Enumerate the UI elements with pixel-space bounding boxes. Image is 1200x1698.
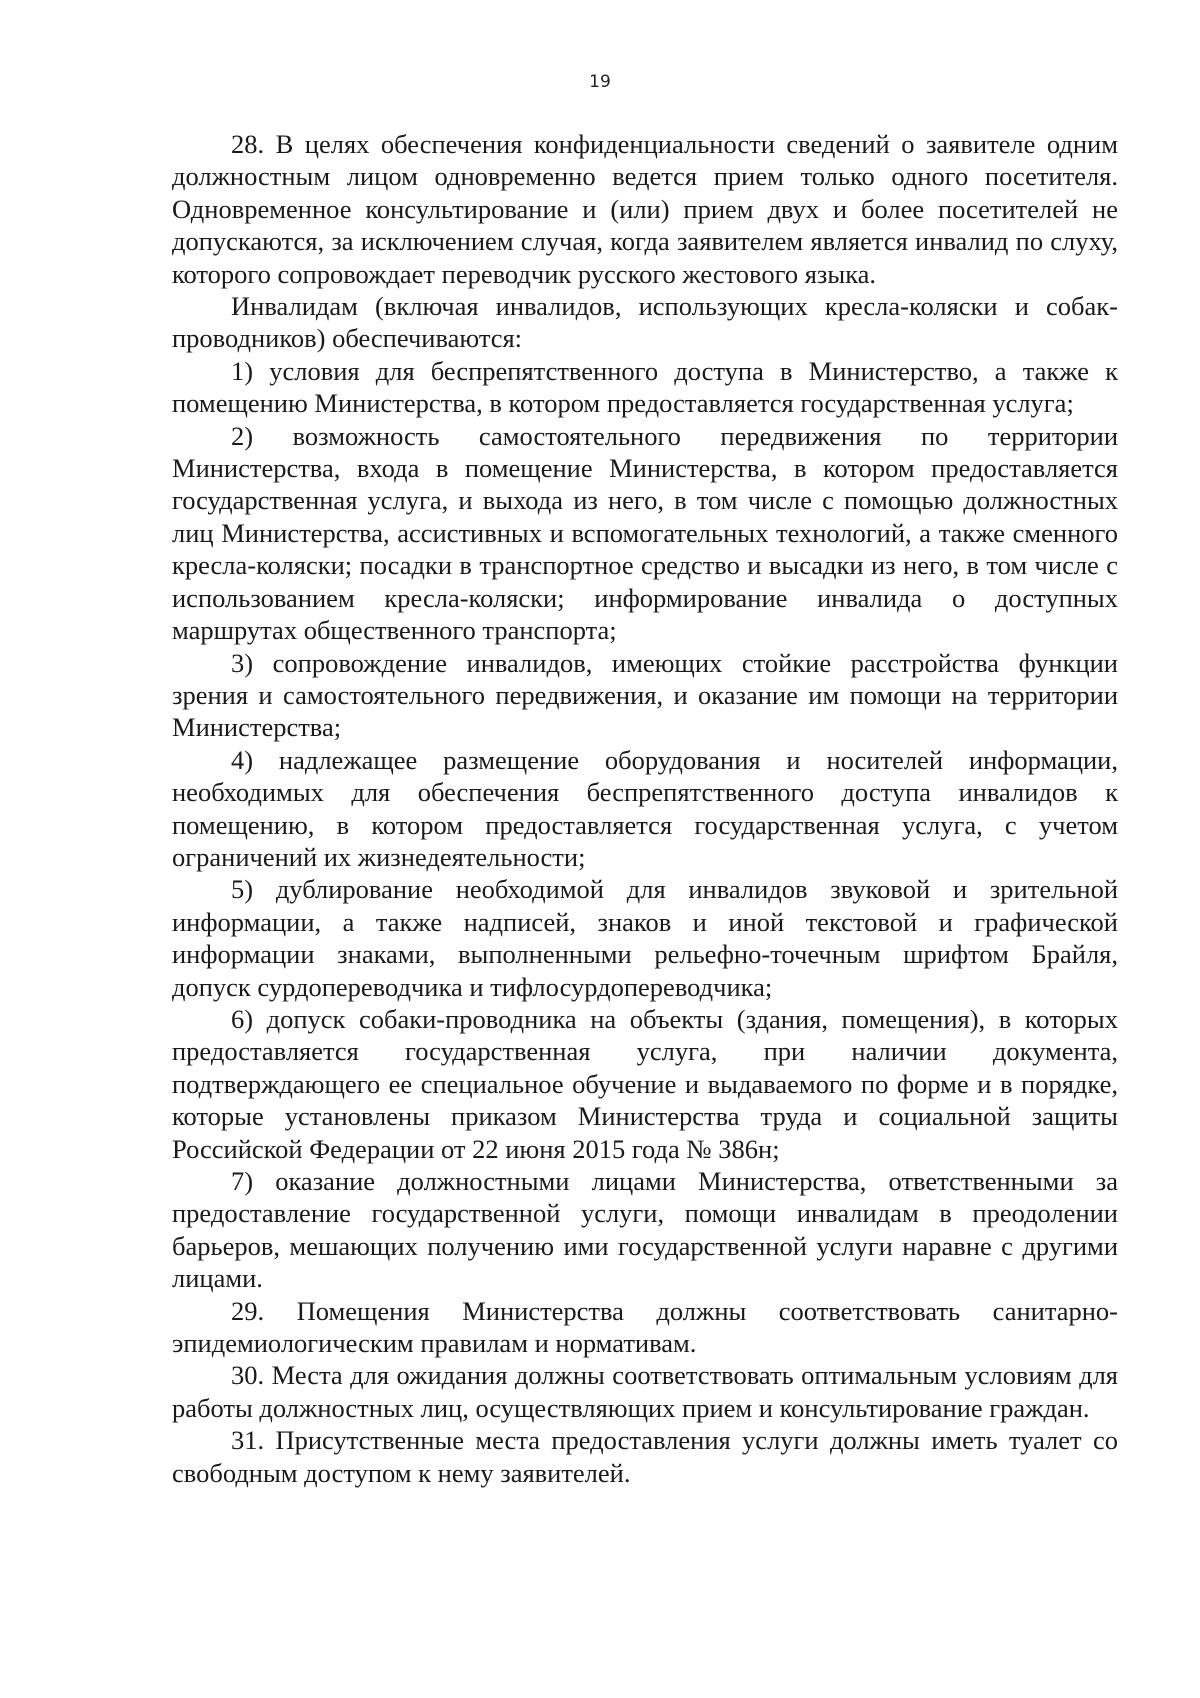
paragraph-29: 29. Помещения Министерства должны соответствовать санитарно-эпидемиологическим правилам и нормативам.	[172, 1295, 1118, 1359]
list-item-3: 3) сопровождение инвалидов, имеющих стойкие расстройства функции зрения и самостоятельного передвижения, и оказание им помощи на территории Министерства;	[172, 647, 1118, 743]
list-item-5: 5) дублирование необходимой для инвалидов звуковой и зрительной информации, а также надписей, знаков и иной текстовой и графической информации знаками, выполненными рельефно-точечным шрифтом Брайля, допуск сурдопереводчика и тифлосурдопереводчика;	[172, 874, 1118, 1002]
page-number: 19	[589, 72, 611, 92]
list-item-1: 1) условия для беспрепятственного доступа в Министерство, а также к помещению Министерства, в котором предоставляется государственная услуга;	[172, 355, 1118, 419]
list-item-7: 7) оказание должностными лицами Министерства, ответственными за предоставление государственной услуги, помощи инвалидам в преодолении барьеров, мешающих получению ими государственной услуги наравне с другими лицами.	[172, 1166, 1118, 1294]
list-item-6: 6) допуск собаки-проводника на объекты (здания, помещения), в которых предоставляется государственная услуга, при наличии документа, подтверждающего ее специальное обучение и выдаваемого по форме и в порядке, которые установлены приказом Министерства труда и социальной защиты Российской Федерации от 22 июня 2015 года № 386н;	[172, 1003, 1118, 1164]
paragraph-31: 31. Присутственные места предоставления услуги должны иметь туалет со свободным доступом к нему заявителей.	[172, 1425, 1118, 1488]
list-item-4: 4) надлежащее размещение оборудования и носителей информации, необходимых для обеспечения беспрепятственного доступа инвалидов к помещению, в котором предоставляется государственная услуга, с учетом ограничений их жизнедеятельности;	[172, 744, 1118, 872]
paragraph-30: 30. Места для ожидания должны соответствовать оптимальным условиям для работы должностных лиц, осуществляющих прием и консультирование граждан.	[172, 1360, 1118, 1423]
paragraph-28: 28. В целях обеспечения конфиденциальности сведений о заявителе одним должностным лицом одновременно ведется прием только одного посетителя. Одновременное консультирование и (или) прием двух и более посетителей не допускаются, за исключением случая, когда заявителем является инвалид по слуху, которого сопровождает переводчик русского жестового языка.	[172, 129, 1118, 289]
paragraph-disabled-intro: Инвалидам (включая инвалидов, использующих кресла-коляски и собак-проводников) обеспечиваются:	[172, 291, 1118, 354]
document-body	[172, 128, 1118, 1489]
list-item-2: 2) возможность самостоятельного передвижения по территории Министерства, входа в помещение Министерства, в котором предоставляется государственная услуга, и выхода из него, в том числе с помощью должностных лиц Министерства, ассистивных и вспомогательных технологий, а также сменного кресла-коляски; посадки в транспортное средство и высадки из него, в том числе с использованием кресла-коляски; информирование инвалида о доступных маршрутах общественного транспорта;	[172, 420, 1118, 646]
